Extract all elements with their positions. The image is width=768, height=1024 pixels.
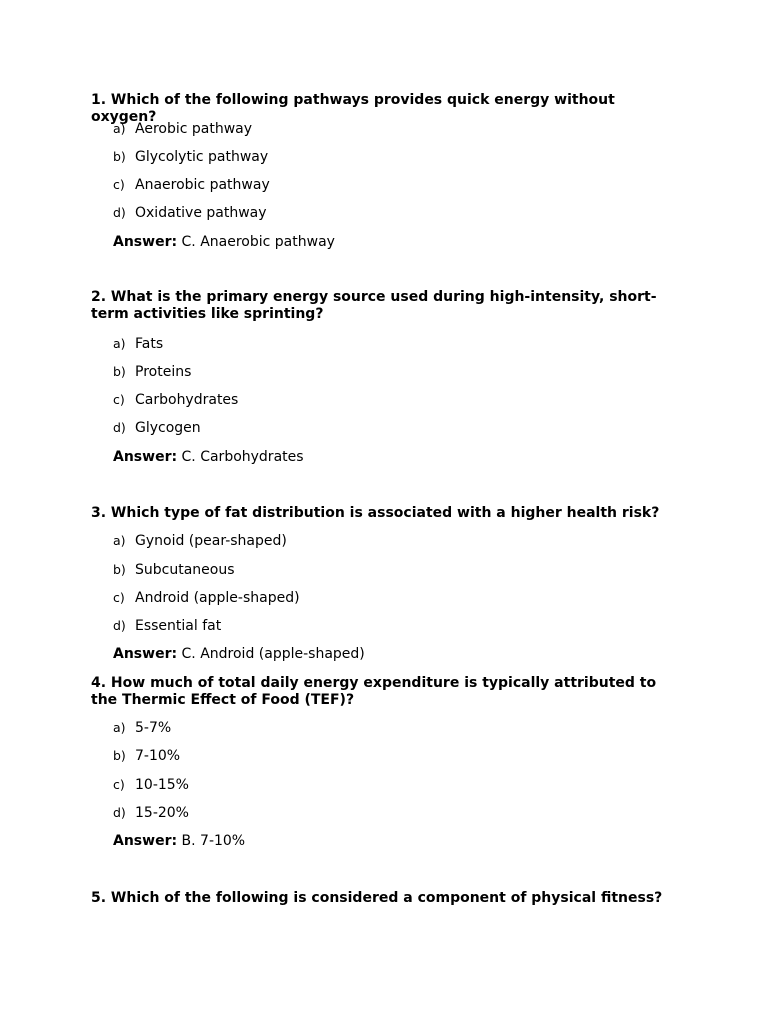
option-letter: d): [113, 205, 126, 220]
option-text: Subcutaneous: [135, 562, 235, 578]
option-text: Carbohydrates: [135, 392, 239, 408]
option-letter: d): [113, 420, 126, 435]
option-letter: a): [113, 533, 126, 548]
option-a: [113, 120, 252, 138]
option-letter: a): [113, 121, 126, 136]
option-letter: c): [113, 590, 125, 605]
option-c: [113, 176, 270, 194]
answer-line: [113, 448, 304, 466]
answer-label: Answer:: [113, 449, 178, 465]
option-text: Oxidative pathway: [135, 205, 267, 221]
answer-text: C. Anaerobic pathway: [177, 234, 335, 250]
option-letter: b): [113, 748, 126, 763]
option-letter: c): [113, 777, 125, 792]
option-a: [113, 335, 163, 353]
option-text: Essential fat: [135, 618, 222, 634]
option-text: Glycolytic pathway: [135, 149, 269, 165]
answer-label: Answer:: [113, 833, 178, 849]
option-text: Android (apple-shaped): [135, 590, 300, 606]
answer-text: C. Android (apple-shaped): [177, 646, 365, 662]
option-text: 15-20%: [135, 805, 189, 821]
option-letter: c): [113, 177, 125, 192]
answer-label: Answer:: [113, 646, 178, 662]
option-b: [113, 363, 191, 381]
option-text: 10-15%: [135, 777, 189, 793]
option-text: Anaerobic pathway: [135, 177, 270, 193]
answer-label: Answer:: [113, 234, 178, 250]
question-title: 2. What is the primary energy source used during high-intensity, short-term activities like sprinting?: [91, 289, 657, 322]
option-d: [113, 419, 201, 437]
option-d: [113, 804, 189, 822]
option-text: 5-7%: [135, 720, 172, 736]
answer-line: [113, 645, 365, 663]
option-text: Proteins: [135, 364, 192, 380]
option-text: Glycogen: [135, 420, 201, 436]
option-b: [113, 561, 235, 579]
answer-text: B. 7-10%: [177, 833, 246, 849]
option-c: [113, 391, 238, 409]
question-title: 1. Which of the following pathways provides quick energy without oxygen?: [91, 92, 615, 125]
option-c: [113, 776, 189, 794]
option-letter: d): [113, 618, 126, 633]
option-letter: d): [113, 805, 126, 820]
question-title: 5. Which of the following is considered a component of physical fitness?: [91, 890, 663, 906]
answer-line: [113, 832, 245, 850]
option-d: [113, 204, 267, 222]
option-a: [113, 719, 171, 737]
option-letter: a): [113, 336, 126, 351]
answer-text: C. Carbohydrates: [177, 449, 304, 465]
answer-line: [113, 233, 335, 251]
option-letter: b): [113, 562, 126, 577]
option-text: Aerobic pathway: [135, 121, 253, 137]
question-title: 4. How much of total daily energy expenditure is typically attributed to the Thermic Effect of Food (TEF)?: [91, 675, 657, 708]
option-letter: c): [113, 392, 125, 407]
option-letter: b): [113, 364, 126, 379]
option-c: [113, 589, 300, 607]
option-b: [113, 148, 268, 166]
option-text: Fats: [135, 336, 164, 352]
question-title: 3. Which type of fat distribution is associated with a higher health risk?: [91, 505, 660, 521]
option-letter: b): [113, 149, 126, 164]
option-letter: a): [113, 720, 126, 735]
option-d: [113, 617, 221, 635]
option-b: [113, 747, 180, 765]
option-text: Gynoid (pear-shaped): [135, 533, 287, 549]
option-text: 7-10%: [135, 748, 181, 764]
option-a: [113, 532, 287, 550]
